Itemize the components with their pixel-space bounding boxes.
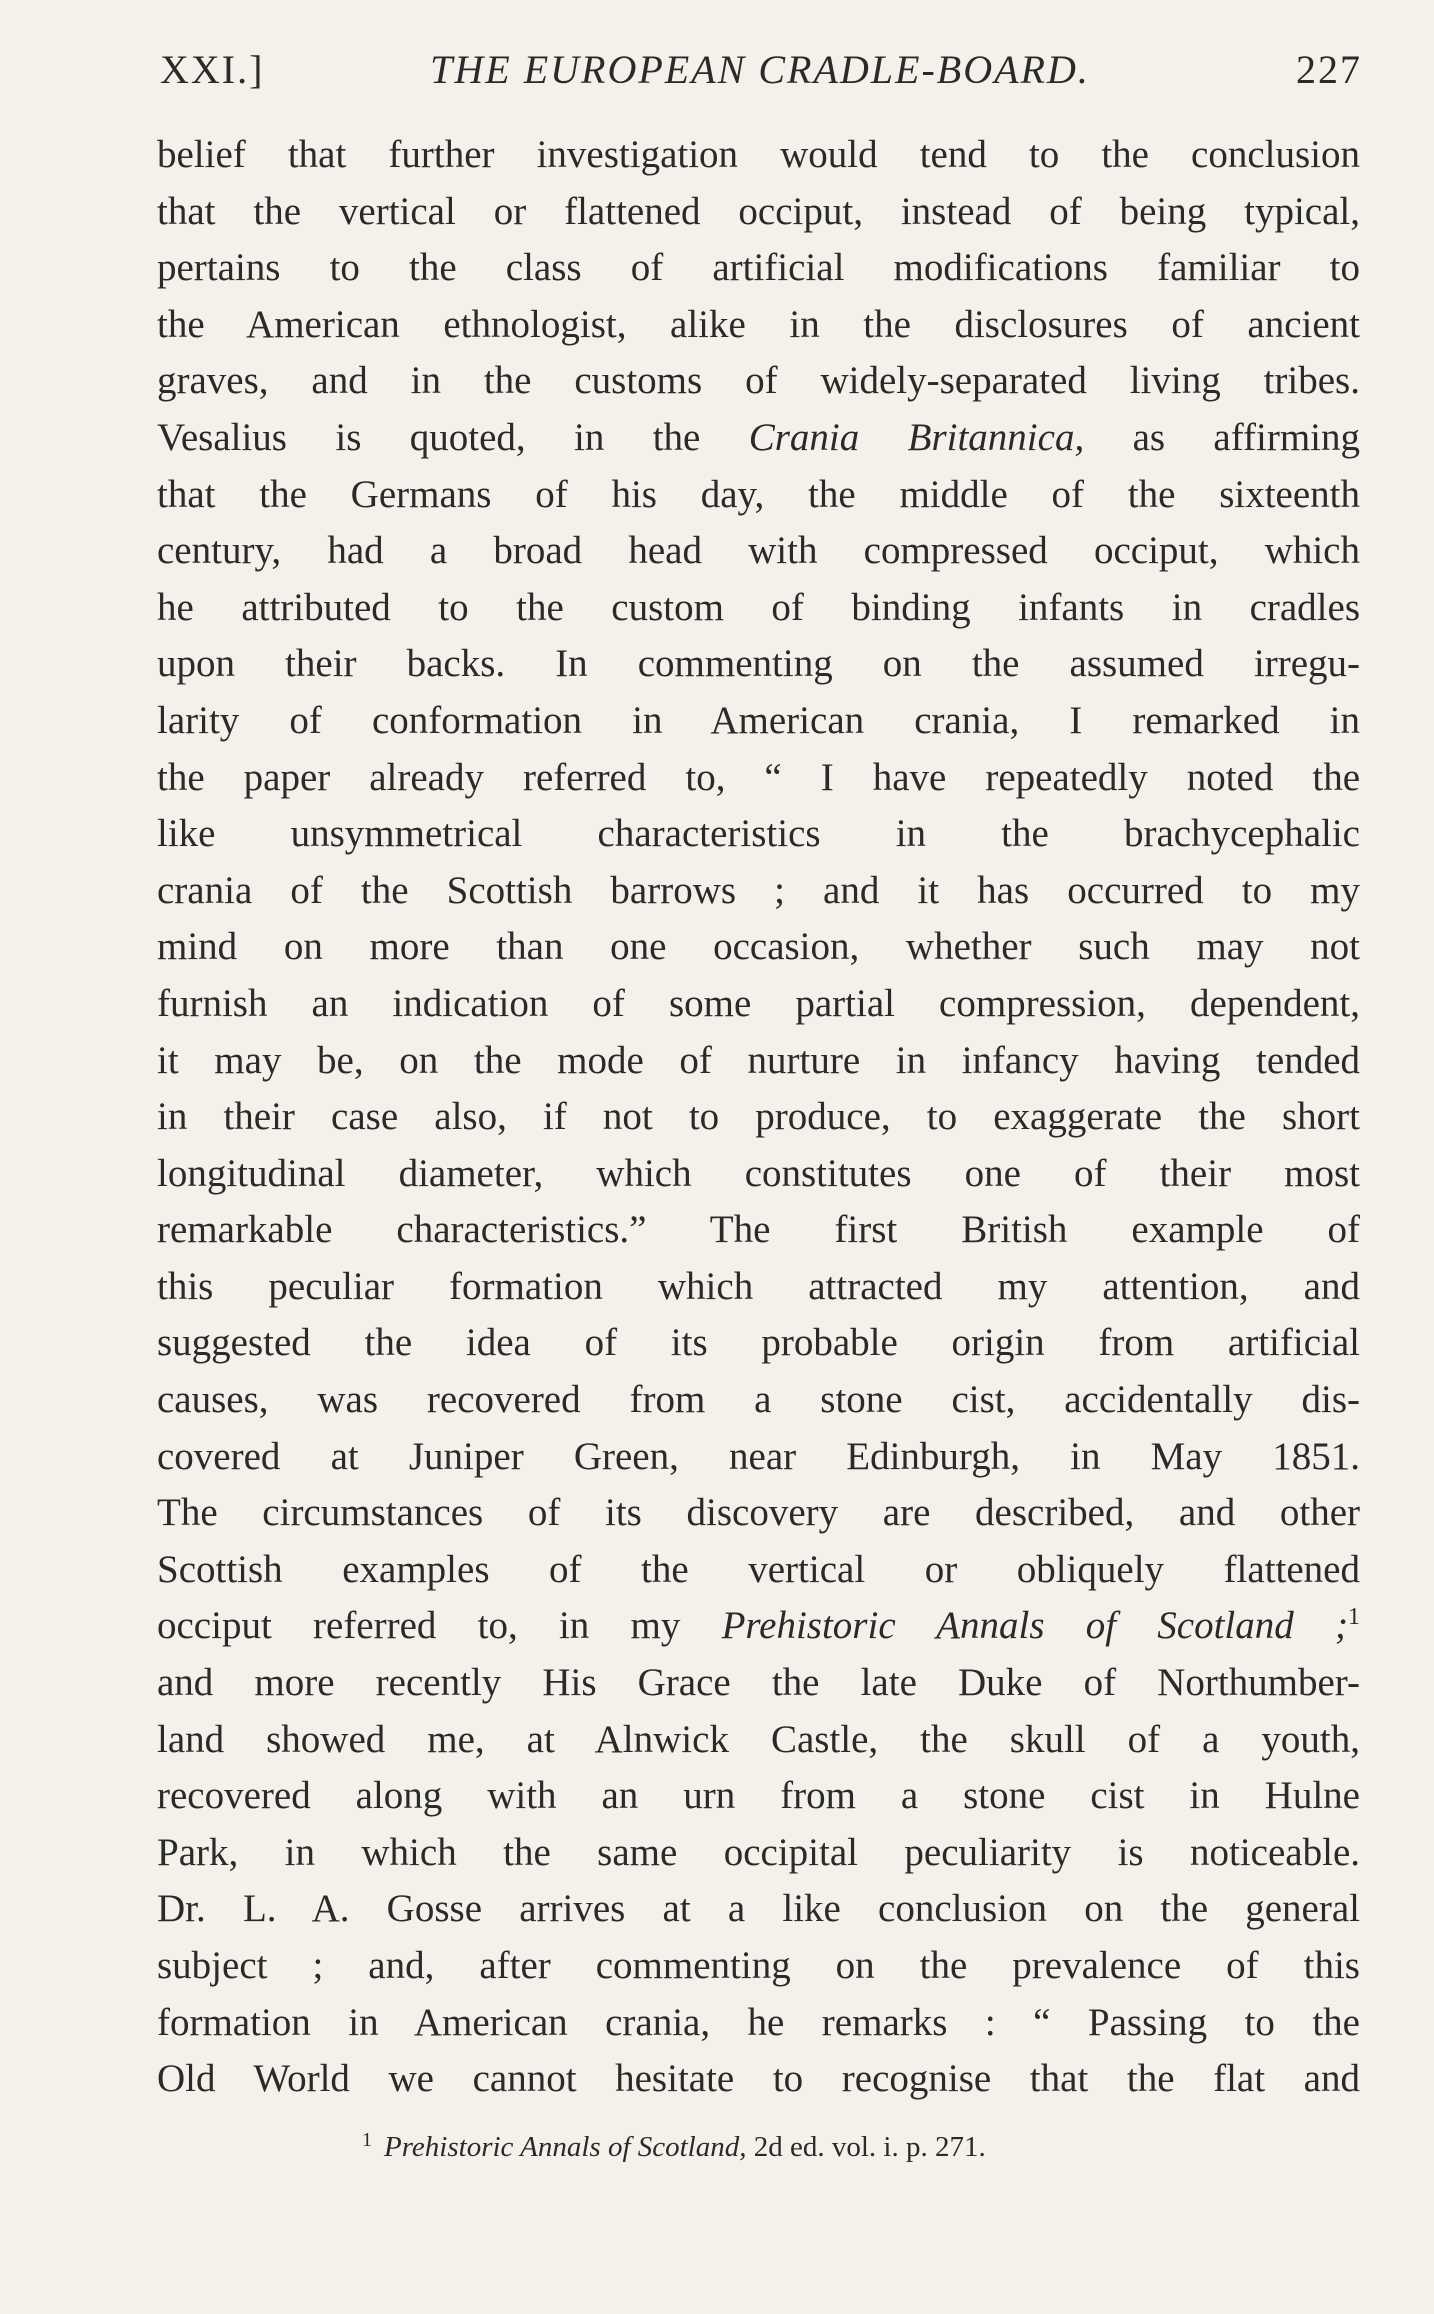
text-line: land showed me, at Alnwick Castle, the skull of a youth, (157, 1717, 1360, 1761)
book-title-italic: Crania Britannica, (748, 415, 1085, 459)
text-line: subject ; and, after commenting on the prevalence of this (157, 1944, 1360, 1987)
text-line: mind on more than one occasion, whether such may not (157, 925, 1360, 969)
text-line: he attributed to the custom of binding infants in cradles (157, 585, 1360, 629)
text-line (157, 1598, 1360, 1655)
body-text (157, 127, 1360, 2108)
text-line: crania of the Scottish barrows ; and it has occurred to my (157, 868, 1360, 912)
page-number: 227 (1296, 47, 1362, 92)
text-line: in their case also, if not to produce, to exaggerate the short (157, 1095, 1360, 1139)
text-line: century, had a broad head with compressed occiput, which (157, 529, 1360, 573)
footnote-marker: 1 (362, 2129, 372, 2151)
text-line: the American ethnologist, alike in the disclosures of ancient (157, 302, 1360, 346)
text-line: that the vertical or flattened occiput, instead of being typical, (157, 189, 1360, 233)
running-head (160, 40, 1360, 100)
text-line: causes, was recovered from a stone cist, accidentally dis- (157, 1378, 1360, 1422)
text-line: upon their backs. In commenting on the assumed irregu- (157, 642, 1360, 686)
text-line: Old World we cannot hesitate to recognise that the flat and (157, 2057, 1360, 2101)
text-line: this peculiar formation which attracted my attention, and (157, 1264, 1360, 1308)
text-line: suggested the idea of its probable origin from artificial (157, 1321, 1360, 1365)
text-line: Dr. L. A. Gosse arrives at a like conclusion on the general (157, 1887, 1360, 1931)
text-line: graves, and in the customs of widely-separated living tribes. (157, 359, 1360, 403)
text-line: it may be, on the mode of nurture in infancy having tended (157, 1038, 1360, 1082)
text-line: remarkable characteristics.” The first British example of (157, 1208, 1360, 1252)
text-line: covered at Juniper Green, near Edinburgh, in May 1851. (157, 1434, 1360, 1478)
footnote-citation: 2d ed. vol. i. p. 271. (753, 2131, 986, 2163)
chapter-number: XXI.] (160, 47, 265, 92)
text-line: Scottish examples of the vertical or obliquely flattened (157, 1547, 1360, 1591)
text-run: occiput referred to, in my (157, 1604, 681, 1648)
text-line: and more recently His Grace the late Duke of Northumber- (157, 1661, 1360, 1705)
text-line: larity of conformation in American crania, I remarked in (157, 698, 1360, 742)
footnote-reference[interactable]: 1 (1348, 1604, 1360, 1631)
text-line (157, 410, 1360, 467)
text-line: formation in American crania, he remarks : “ Passing to the (157, 2000, 1360, 2044)
text-line: recovered along with an urn from a stone cist in Hulne (157, 1774, 1360, 1818)
text-line: furnish an indication of some partial compression, dependent, (157, 981, 1360, 1025)
text-run: Vesalius is quoted, in the (157, 415, 701, 459)
book-title-italic: Prehistoric Annals of Scotland ; (721, 1604, 1348, 1648)
text-run: as affirming (1132, 415, 1361, 459)
footnote-book-title: Prehistoric Annals of Scotland, (384, 2131, 747, 2163)
text-line: longitudinal diameter, which constitutes one of their most (157, 1151, 1360, 1195)
text-line: that the Germans of his day, the middle of the sixteenth (157, 472, 1360, 516)
text-line: like unsymmetrical characteristics in the brachycephalic (157, 812, 1360, 856)
text-line: pertains to the class of artificial modifications familiar to (157, 246, 1360, 290)
text-line: The circumstances of its discovery are described, and other (157, 1491, 1360, 1535)
text-line: the paper already referred to, “ I have repeatedly noted the (157, 755, 1360, 799)
text-line: Park, in which the same occipital peculiarity is noticeable. (157, 1830, 1360, 1874)
text-line: belief that further investigation would tend to the conclusion (157, 133, 1360, 176)
running-title: THE EUROPEAN CRADLE-BOARD. (430, 47, 1090, 92)
footnote (362, 2120, 986, 2167)
